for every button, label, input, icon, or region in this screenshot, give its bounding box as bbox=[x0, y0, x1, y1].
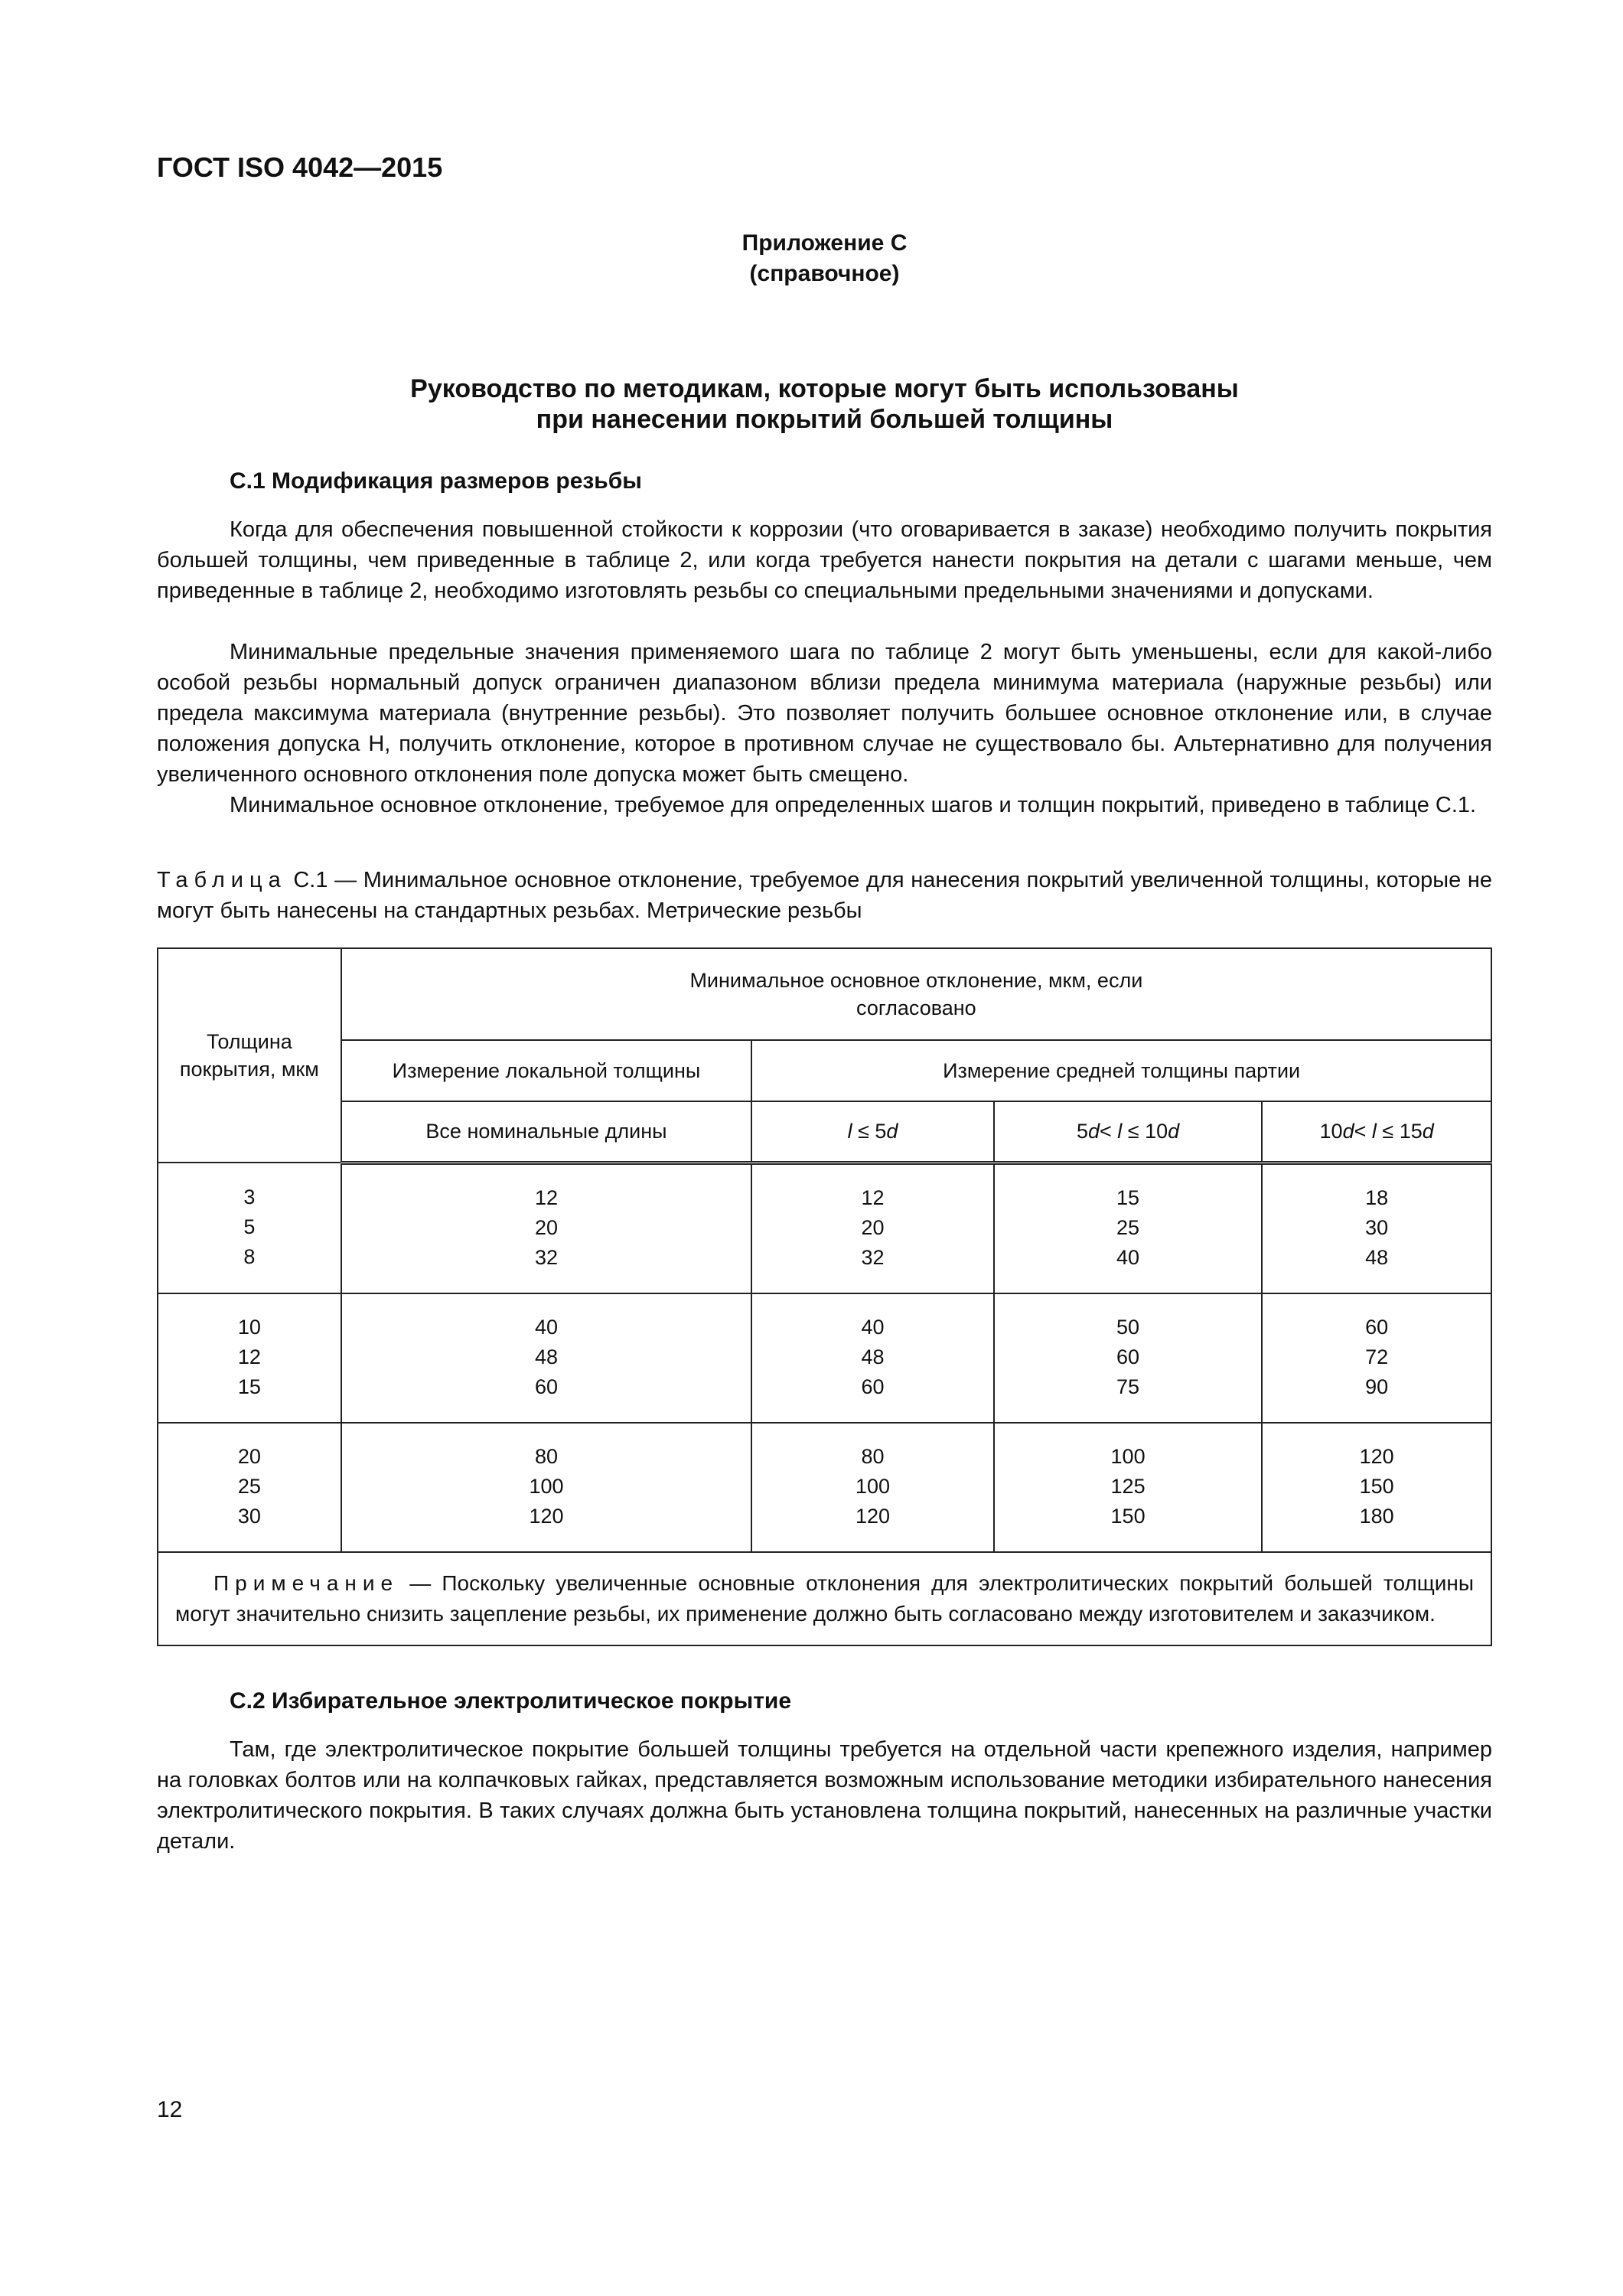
annex-heading bbox=[157, 228, 1492, 289]
header-local-thickness: Измерение локальной толщины bbox=[341, 1040, 751, 1101]
table-caption bbox=[157, 865, 1492, 926]
cell-thickness: 20 25 30 bbox=[158, 1423, 341, 1552]
section-heading-c1: С.1 Модификация размеров резьбы bbox=[230, 468, 642, 494]
cell-le10d: 50 60 75 bbox=[994, 1293, 1263, 1423]
table-note-text: — Поскольку увеличенные основные отклонения для электролитических покрытий большей толщины могут значительно снизить зацепление резьбы, их применение должно быть согласовано между изготовителем и заказчиком. bbox=[175, 1570, 1474, 1626]
document-id: ГОСТ ISO 4042—2015 bbox=[157, 152, 443, 183]
cell-le10d: 15 25 40 bbox=[994, 1163, 1263, 1293]
paragraph-c2-1: Там, где электролитическое покрытие большей толщины требуется на отдельной части крепежного изделия, например на головках болтов или на колпачковых гайках, представляется возможным использование методики избирательного нанесения электролитического покрытия. В таких случаях должна быть установлена толщина покрытий, нанесенных на различные участки детали. bbox=[157, 1737, 1492, 1854]
cell-local: 40 48 60 bbox=[341, 1293, 751, 1423]
cell-le5d: 80 100 120 bbox=[751, 1423, 994, 1552]
header-batch-thickness: Измерение средней толщины партии bbox=[751, 1040, 1491, 1101]
table-row bbox=[158, 1163, 1491, 1293]
header-thickness: Толщина покрытия, мкм bbox=[158, 948, 341, 1163]
cell-local: 12 20 32 bbox=[341, 1163, 751, 1293]
table-row bbox=[158, 1293, 1491, 1423]
header-all-lengths: Все номинальные длины bbox=[341, 1101, 751, 1163]
table-row bbox=[158, 1423, 1491, 1552]
header-min-deviation: Минимальное основное отклонение, мкм, если согласовано bbox=[341, 948, 1491, 1040]
header-length-le-5d: l ≤ 5d bbox=[751, 1101, 994, 1163]
table-note-label: Примечание bbox=[213, 1570, 399, 1595]
annex-status: (справочное) bbox=[749, 261, 900, 286]
annex-name: Приложение С bbox=[741, 230, 908, 256]
cell-le15d: 18 30 48 bbox=[1262, 1163, 1491, 1293]
table-caption-label: Таблица bbox=[157, 868, 287, 892]
header-length-le-15d: 10d< l ≤ 15d bbox=[1262, 1101, 1491, 1163]
cell-local: 80 100 120 bbox=[341, 1423, 751, 1552]
header-length-le-10d: 5d< l ≤ 10d bbox=[994, 1101, 1263, 1163]
section-heading-c2: С.2 Избирательное электролитическое покрытие bbox=[230, 1688, 792, 1714]
paragraph-c1-2: Минимальные предельные значения применяемого шага по таблице 2 могут быть уменьшены, если для какой-либо особой резьбы нормальный допуск ограничен диапазоном вблизи предела минимума материала (наружные резьбы) или предела максимума материала (внутренние резьбы). Это позволяет получить большее основное отклонение или, в случае положения допуска Н, получить отклонение, которое в противном случае не существовало бы. Альтернативно для получения увеличенного основного отклонения поле допуска может быть смещено. bbox=[157, 640, 1492, 787]
cell-thickness: 3 5 8 bbox=[158, 1163, 341, 1293]
annex-title-line-2: при нанесении покрытий большей толщины bbox=[536, 405, 1113, 434]
annex-title-line-1: Руководство по методикам, которые могут быть использованы bbox=[410, 374, 1239, 403]
page-number: 12 bbox=[157, 2097, 183, 2122]
cell-le5d: 12 20 32 bbox=[751, 1163, 994, 1293]
cell-le10d: 100 125 150 bbox=[994, 1423, 1263, 1552]
cell-le5d: 40 48 60 bbox=[751, 1293, 994, 1423]
cell-thickness: 10 12 15 bbox=[158, 1293, 341, 1423]
deviation-table bbox=[157, 947, 1492, 1646]
table-caption-text: С.1 — Минимальное основное отклонение, требуемое для нанесения покрытий увеличенной толщины, которые не могут быть нанесены на стандартных резьбах. Метрические резьбы bbox=[157, 868, 1492, 923]
table-note bbox=[158, 1552, 1491, 1645]
paragraph-c1-1: Когда для обеспечения повышенной стойкости к коррозии (что оговаривается в заказе) необходимо получить покрытия большей толщины, чем приведенные в таблице 2, или когда требуется нанести покрытия на детали с шагами меньше, чем приведенные в таблице 2, необходимо изготовлять резьбы со специальными предельными значениями и допусками. bbox=[157, 517, 1492, 603]
cell-le15d: 60 72 90 bbox=[1262, 1293, 1491, 1423]
paragraph-c1-3: Минимальное основное отклонение, требуемое для определенных шагов и толщин покрытий, приведено в таблице С.1. bbox=[230, 793, 1477, 817]
annex-title bbox=[157, 373, 1492, 435]
cell-le15d: 120 150 180 bbox=[1262, 1423, 1491, 1552]
